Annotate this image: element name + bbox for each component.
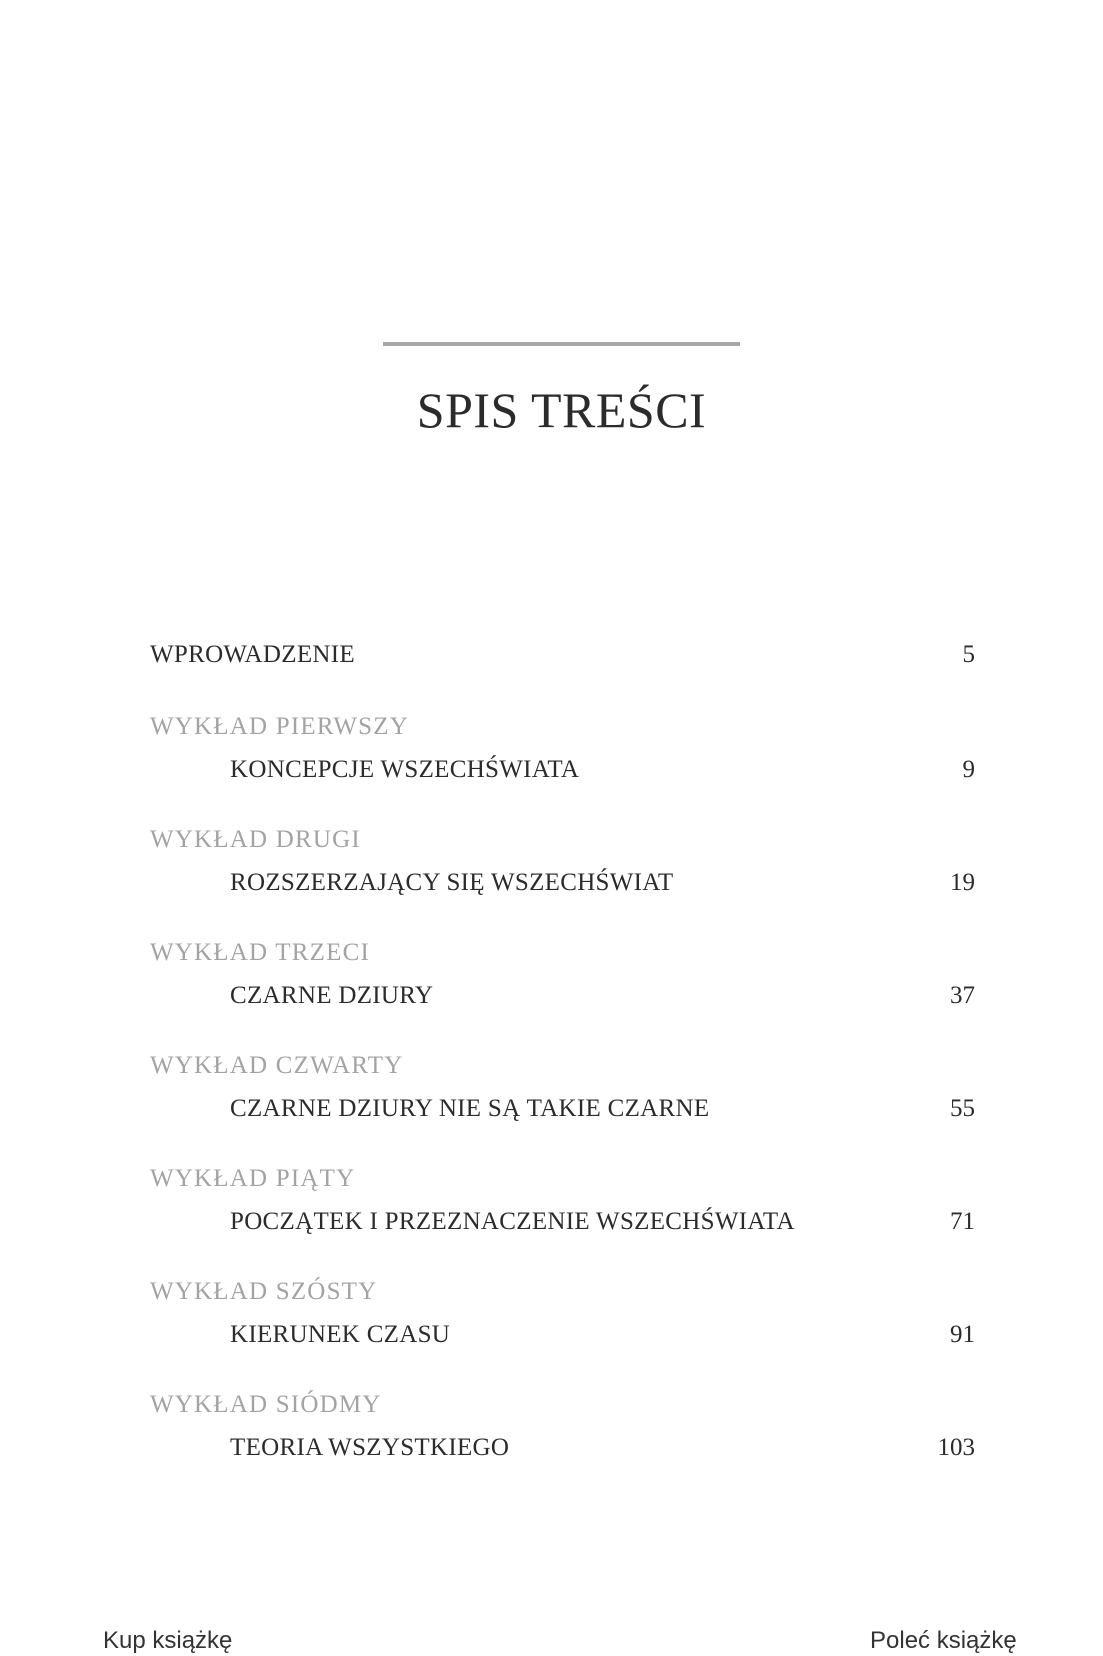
toc-introduction-page: 5 xyxy=(962,641,975,668)
toc-chapter-title: CZARNE DZIURY xyxy=(230,982,434,1009)
toc-chapter-title: POCZĄTEK I PRZEZNACZENIE WSZECHŚWIATA xyxy=(230,1208,795,1235)
toc-lecture-label: WYKŁAD PIĄTY xyxy=(150,1165,356,1192)
toc-lecture-label: WYKŁAD PIERWSZY xyxy=(150,713,409,740)
toc-chapter-title: CZARNE DZIURY NIE SĄ TAKIE CZARNE xyxy=(230,1095,710,1122)
toc-page-number: 55 xyxy=(950,1095,975,1122)
toc-chapter-title: ROZSZERZAJĄCY SIĘ WSZECHŚWIAT xyxy=(230,869,674,896)
toc-page-number: 9 xyxy=(962,756,975,783)
toc-lecture-label: WYKŁAD SIÓDMY xyxy=(150,1391,382,1418)
toc-lecture-label: WYKŁAD CZWARTY xyxy=(150,1052,404,1079)
page-title: SPIS TREŚCI xyxy=(416,382,707,438)
toc-page-number: 91 xyxy=(950,1321,975,1348)
toc-introduction-label: WPROWADZENIE xyxy=(150,641,355,668)
buy-book-link[interactable]: Kup książkę xyxy=(103,1627,233,1654)
toc-chapter-title: KIERUNEK CZASU xyxy=(230,1321,451,1348)
toc-page-number: 103 xyxy=(937,1434,975,1461)
toc-page-number: 37 xyxy=(950,982,975,1009)
recommend-book-link[interactable]: Poleć książkę xyxy=(870,1627,1017,1654)
toc-page-number: 19 xyxy=(950,869,975,896)
toc-lecture-label: WYKŁAD SZÓSTY xyxy=(150,1278,378,1305)
toc-lecture-label: WYKŁAD DRUGI xyxy=(150,826,361,853)
toc-chapter-title: KONCEPCJE WSZECHŚWIATA xyxy=(230,756,580,783)
toc-chapter-title: TEORIA WSZYSTKIEGO xyxy=(230,1434,510,1461)
toc-lecture-label: WYKŁAD TRZECI xyxy=(150,939,370,966)
toc-page-number: 71 xyxy=(950,1208,975,1235)
